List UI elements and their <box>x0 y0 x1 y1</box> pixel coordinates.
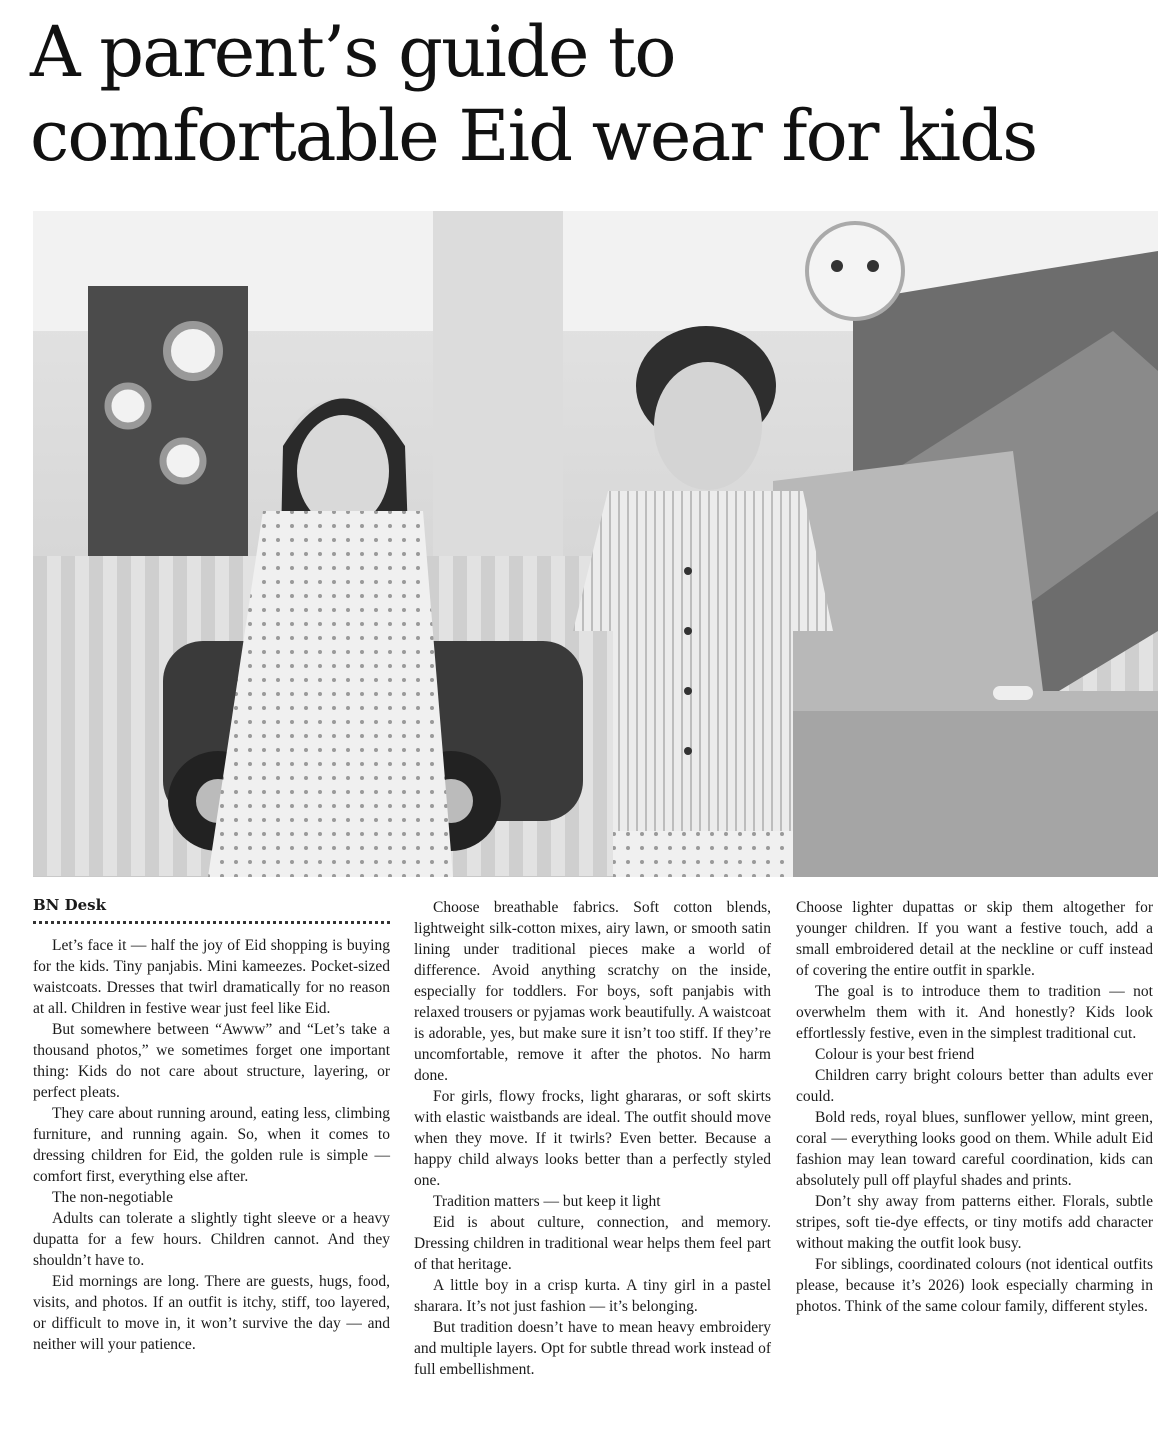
paragraph: Eid is about culture, connection, and memory. Dressing children in traditional wear helps them feel part of that heritage. <box>414 1214 771 1273</box>
article-column-3 <box>796 897 1153 1317</box>
paragraph: Don’t shy away from patterns either. Florals, subtle stripes, soft tie-dye effects, or tiny motifs add character without making the outfit look busy. <box>796 1193 1153 1252</box>
headline <box>30 10 1154 178</box>
subheading: Colour is your best friend <box>815 1046 975 1063</box>
byline-divider <box>33 921 390 924</box>
paragraph: Eid mornings are long. There are guests, hugs, food, visits, and photos. If an outfit is itchy, stiff, too layered, or difficult to move in, it won’t survive the day — and neither will your patience. <box>33 1273 390 1353</box>
paragraph: For siblings, coordinated colours (not identical outfits please, because it’s 2026) look especially charming in photos. Think of the same colour family, different styles. <box>796 1256 1153 1315</box>
feature-photo <box>33 211 1158 877</box>
paragraph: For girls, flowy frocks, light ghararas, or soft skirts with elastic waistbands are ideal. The outfit should move when they move. If it twirls? Even better. Because a happy child always looks better than a perfectly styled one. <box>414 1088 771 1189</box>
subheading: The non-negotiable <box>52 1189 173 1206</box>
paragraph: But somewhere between “Awww” and “Let’s take a thousand photos,” we sometimes forget one important thing: Kids do not care about structure, layering, or perfect pleats. <box>33 1021 390 1101</box>
headline-line-1: A parent’s guide to <box>30 11 675 93</box>
article-column-2 <box>414 897 771 1380</box>
subheading: Tradition matters — but keep it light <box>433 1193 661 1210</box>
article-column-1 <box>33 897 390 1355</box>
paragraph: Let’s face it — half the joy of Eid shopping is buying for the kids. Tiny panjabis. Mini kameezes. Pocket-sized waistcoats. Dresses that twirl dramatically for no reason at all. Children in festive wear just feel like Eid. <box>33 937 390 1017</box>
paragraph: Bold reds, royal blues, sunflower yellow, mint green, coral — everything looks good on them. While adult Eid fashion may lean toward careful coordination, kids can absolutely pull off playful shades and prints. <box>796 1109 1153 1189</box>
paragraph: Children carry bright colours better than adults ever could. <box>796 1067 1153 1105</box>
headline-line-2: comfortable Eid wear for kids <box>30 95 1037 177</box>
paragraph: They care about running around, eating less, climbing furniture, and running again. So, when it comes to dressing children for Eid, the golden rule is simple — comfort first, everything else after. <box>33 1105 390 1185</box>
paragraph: But tradition doesn’t have to mean heavy embroidery and multiple layers. Opt for subtle thread work instead of full embellishment. <box>414 1319 771 1378</box>
paragraph: Choose breathable fabrics. Soft cotton blends, lightweight silk-cotton mixes, airy lawn, or smooth satin lining under traditional pieces make a world of difference. Avoid anything scratchy on the inside, especially for toddlers. For boys, soft panjabis with relaxed trousers or pyjamas work beautifully. A waistcoat is adorable, yes, but make sure it isn’t too stiff. If they’re uncomfortable, remove it after the photos. No harm done. <box>414 899 771 1084</box>
paragraph: The goal is to introduce them to tradition — not overwhelm them with it. And honestly? Kids look effortlessly festive, even in the simplest traditional cut. <box>796 983 1153 1042</box>
paragraph: Choose lighter dupattas or skip them altogether for younger children. If you want a festive touch, add a small embroidered detail at the neckline or cuff instead of covering the entire outfit in sparkle. <box>796 899 1153 979</box>
byline: BN Desk <box>33 896 107 914</box>
photo-illustration <box>33 211 1158 877</box>
paragraph: A little boy in a crisp kurta. A tiny girl in a pastel sharara. It’s not just fashion — it’s belonging. <box>414 1277 771 1315</box>
paragraph: Adults can tolerate a slightly tight sleeve or a heavy dupatta for a few hours. Children cannot. And they shouldn’t have to. <box>33 1210 390 1269</box>
